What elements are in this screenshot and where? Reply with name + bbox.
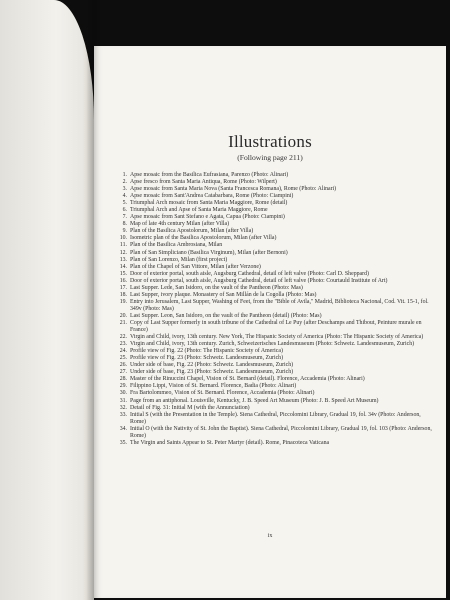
item-number: 29. — [119, 383, 127, 390]
page-title: Illustrations — [228, 132, 312, 151]
item-number: 3. — [122, 186, 127, 193]
item-text: Apse fresco from Santa Maria Antiqua, Rome (Photo: Wilpert) — [130, 179, 277, 186]
item-number: 18. — [119, 291, 127, 298]
item-text: Profile view of Fig. 23 (Photo: Schweiz. Landesmuseum, Zurich) — [130, 355, 284, 362]
item-number: 7. — [122, 214, 127, 221]
list-item — [116, 320, 434, 334]
list-item — [116, 250, 434, 257]
item-text: Virgin and Child, ivory, 13th century. Zurich, Schweizerisches Landesmuseum (Photo: Schweiz. Landesmuseum, Zurich) — [130, 341, 415, 348]
item-number: 26. — [119, 362, 127, 369]
item-text: Door of exterior portal, south aisle, Augsburg Cathedral, detail of left valve (Photo: Courtauld Institute of Art) — [130, 277, 388, 284]
item-text: Triumphal Arch mosaic from Santa Maria Maggiore, Rome (detail) — [130, 200, 288, 207]
item-text: Map of late 4th century Milan (after Villa) — [130, 221, 230, 228]
list-item — [116, 390, 434, 397]
item-number: 24. — [119, 348, 127, 355]
item-text: Detail of Fig. 31: Initial M (with the Annunciation) — [130, 404, 250, 411]
item-text: Apse mosaic from the Basilica Eufrasiana, Parenzo (Photo: Alinari) — [130, 172, 289, 178]
item-text: Filippino Lippi, Vision of St. Bernard. Florence, Badia (Photo: Alinari) — [130, 383, 297, 390]
item-text: Fra Bartolommeo, Vision of St. Bernard. Florence, Accademia (Photo: Alinari) — [130, 390, 315, 397]
item-number: 9. — [122, 228, 127, 235]
item-number: 4. — [122, 193, 127, 200]
item-number: 13. — [119, 256, 127, 263]
item-number: 28. — [119, 376, 127, 383]
item-text: Profile view of Fig. 22 (Photo: The Hispanic Society of America) — [130, 348, 283, 355]
list-item — [116, 299, 434, 313]
item-text: Door of exterior portal, south aisle, Augsburg Cathedral, detail of left valve (Photo: Carl D. Sheppard) — [130, 270, 369, 277]
list-item — [116, 412, 434, 426]
item-number: 19. — [119, 298, 127, 305]
item-number: 33. — [119, 411, 127, 418]
item-text: Under side of base, Fig. 22 (Photo: Schweiz. Landesmuseum, Zurich) — [130, 362, 294, 369]
item-text: Isometric plan of the Basilica Apostolorum, Milan (after Villa) — [130, 235, 277, 242]
list-item — [116, 257, 434, 264]
item-number: 25. — [119, 355, 127, 362]
item-text: Copy of Last Supper formerly in south tribune of the Cathedral of Le Puy (after Deschamps and Thibout, Peinture murale en France) — [130, 319, 422, 334]
item-number: 14. — [119, 263, 127, 270]
item-text: The Virgin and Saints Appear to St. Peter Martyr (detail). Rome, Pinacoteca Vaticana — [130, 439, 330, 446]
item-number: 23. — [119, 341, 127, 348]
item-text: Plan of the Basilica Ambrosiana, Milan — [130, 242, 223, 249]
item-text: Page from an antiphonal. Louisville, Kentucky, J. B. Speed Art Museum (Photo: J. B. Speed Art Museum) — [130, 397, 379, 404]
item-text: Master of the Rinuccini Chapel, Vision of St. Bernard (detail). Florence, Accademia (Photo: Alinari) — [130, 376, 365, 383]
item-text: Under side of base, Fig. 23 (Photo: Schweiz. Landesmuseum, Zurich) — [130, 369, 294, 376]
list-item — [116, 278, 434, 285]
list-item — [116, 242, 434, 249]
item-number: 22. — [119, 334, 127, 341]
item-text: Last Supper. Lede, San Isidoro, on the vault of the Pantheon (Photo: Mas) — [130, 284, 303, 291]
list-item — [116, 426, 434, 440]
item-number: 21. — [119, 319, 127, 326]
list-item — [116, 271, 434, 278]
list-item — [116, 172, 434, 179]
book-page — [94, 46, 446, 598]
item-number: 6. — [122, 207, 127, 214]
item-number: 35. — [119, 439, 127, 446]
item-number: 27. — [119, 369, 127, 376]
item-text: Virgin and Child, ivory, 13th century. New York, The Hispanic Society of America (Photo: The Hispanic Society of America) — [130, 334, 424, 341]
item-text: Apse mosaic from Sant'Andrea Catabarbara, Rome (Photo: Ciampini) — [130, 193, 294, 200]
facing-page — [0, 0, 94, 600]
item-number: 17. — [119, 284, 127, 291]
item-text: Initial S (with the Presentation in the Temple). Siena Cathedral, Piccolomini Library, Gradual 19, fol. 34v (Photo: Anderson, Rome) — [130, 411, 421, 425]
item-number: 30. — [119, 390, 127, 397]
item-text: Plan of San Lorenzo, Milan (first project) — [130, 256, 228, 263]
item-text: Last Supper, ivory plaque. Monastery of San Millán de la Cogolla (Photo: Mas) — [130, 291, 317, 298]
list-item — [116, 285, 434, 292]
item-text: Apse mosaic from Sant Stefano e Agata, Capua (Photo: Ciampini) — [130, 214, 285, 221]
item-number: 31. — [119, 397, 127, 404]
list-item — [116, 264, 434, 271]
item-number: 11. — [119, 242, 127, 249]
item-number: 34. — [119, 425, 127, 432]
item-text: Plan of the Chapel of San Vittore, Milan (after Verzone) — [130, 263, 261, 270]
illustration-list — [116, 172, 434, 447]
item-number: 20. — [119, 312, 127, 319]
item-text: Last Supper. Leon, San Isidoro, on the vault of the Pantheon (detail) (Photo: Mas) — [130, 312, 322, 319]
item-text: Entry into Jerusalem, Last Supper, Washing of Feet, from the "Bible of Avila," Madrid, Biblioteca Nacional, Cod. Vit. 15-1, fol. 349v (Photo: Mas) — [130, 298, 429, 312]
list-item — [116, 405, 434, 412]
item-number: 5. — [122, 200, 127, 207]
item-number: 2. — [122, 179, 127, 186]
list-item — [116, 398, 434, 405]
item-number: 1. — [122, 172, 127, 178]
page-number: ix — [267, 533, 273, 539]
item-text: Plan of the Basilica Apostolorum, Milan (after Villa) — [130, 228, 254, 235]
item-text: Triumphal Arch and Apse of Santa Maria Maggiore, Rome — [130, 207, 268, 214]
item-number: 16. — [119, 277, 127, 284]
page-subtitle: (Following page 211) — [237, 153, 303, 162]
item-text: Initial O (with the Nativity of St. John the Baptist). Siena Cathedral, Piccolomini Library, Gradual 19, fol. 103 (Photo: Anderson, Rome) — [130, 425, 432, 439]
item-number: 8. — [122, 221, 127, 228]
list-item — [116, 440, 434, 447]
list-item — [116, 292, 434, 299]
item-number: 15. — [119, 270, 127, 277]
item-text: Apse mosaic from Santa Maria Nova (Santa Francesca Romana), Rome (Photo: Alinari) — [130, 186, 337, 193]
item-number: 10. — [119, 235, 127, 242]
item-text: Plan of San Simpliciano (Basilica Virginum), Milan (after Bernoni) — [130, 249, 288, 256]
item-number: 32. — [119, 404, 127, 411]
item-number: 12. — [119, 249, 127, 256]
list-item — [116, 313, 434, 320]
